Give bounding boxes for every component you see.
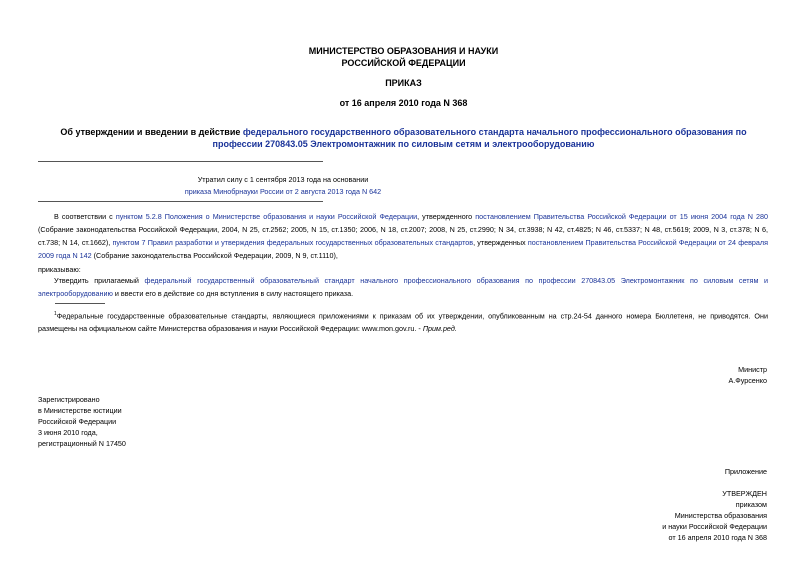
signature-position: Министр — [738, 365, 767, 374]
approval-line: и науки Российской Федерации — [662, 522, 767, 531]
approval-text-1: Утвердить прилагаемый — [54, 276, 145, 285]
standard-link-title-line1[interactable]: федерального государственного образовательного стандарта начального профессионального образования по — [242, 127, 747, 137]
registration-line: 3 июня 2010 года, — [38, 428, 98, 437]
approval-paragraph — [38, 274, 768, 300]
registration-line: Зарегистрировано — [38, 395, 100, 404]
preamble-text-1: В соответствии с — [54, 212, 116, 221]
resolution-142-link[interactable]: постановлением Правительства Российской Федерации от 24 февраля 2009 года N 142 — [38, 238, 769, 260]
registration-line: в Министерстве юстиции — [38, 406, 122, 415]
registration-line: регистрационный N 17450 — [38, 439, 126, 448]
ministry-line1: МИНИСТЕРСТВО ОБРАЗОВАНИЯ И НАУКИ — [308, 46, 499, 56]
standard-link-title-line2[interactable]: профессии 270843.05 Электромонтажник по силовым сетям и электрооборудованию — [212, 139, 595, 149]
document-date-number: от 16 апреля 2010 года N 368 — [339, 98, 468, 108]
approval-text-2: и ввести его в действие со дня вступления в силу настоящего приказа. — [112, 289, 354, 298]
approval-line: УТВЕРЖДЕН — [722, 489, 767, 498]
footnote-text: Федеральные государственные образовательные стандарты, являющиеся приложениями к приказам об их утверждении, опубликованным на стр.24-54 данного номера Бюллетеня, не приводятся. Они размещены на официальном сайте Министерства образования и науки Российской Федерации: www.mon.gov.ru. - — [38, 311, 768, 334]
registration-line: Российской Федерации — [38, 417, 117, 426]
preamble-text-3: (Собрание законодательства Российской Федерации, 2004, N 25, ст.2562; 2005, N 15, ст.1350; 2006, N 18, ст.2007; 2008, N 25, ст.2990; N 34, ст.3938; N 42, ст.4825; N 46, ст.5337; N 48, ст.5619; 2009, N 3, ст.378; N 6, ст.738; N 14, ст.1662), — [38, 225, 768, 247]
status-text: Утратил силу с 1 сентября 2013 года на основании — [197, 175, 369, 184]
signature-block — [728, 364, 767, 386]
registration-block — [38, 394, 126, 449]
title-prefix: Об утверждении и введении в действие — [60, 127, 243, 137]
status-block — [38, 174, 528, 198]
footnote-divider — [55, 303, 105, 304]
divider-top — [38, 161, 323, 162]
rules-item7-link[interactable]: пунктом 7 Правил разработки и утверждения федеральных государственных образовательных стандартов — [112, 238, 474, 247]
preamble-paragraph — [38, 210, 768, 262]
approval-stamp-block — [662, 488, 767, 543]
document-title — [0, 126, 807, 150]
resolution-280-link[interactable]: постановлением Правительства Российской Федерации от 15 июня 2004 года N 280 — [475, 212, 769, 221]
order-word: приказываю: — [38, 265, 81, 274]
preamble-text-5: (Собрание законодательства Российской Федерации, 2009, N 9, ст.1110), — [91, 251, 338, 260]
repeal-order-link[interactable]: приказа Минобрнауки России от 2 августа 2013 года N 642 — [184, 187, 382, 196]
document-type: ПРИКАЗ — [385, 78, 422, 88]
approval-line: от 16 апреля 2010 года N 368 — [668, 533, 767, 542]
preamble-text-4: , утвержденных — [473, 238, 528, 247]
footnote-mark: 1 — [54, 311, 57, 317]
standard-link-body[interactable]: федеральный государственный образовательный стандарт начального профессионального образования по профессии 270843.05 Электромонтажник по силовым сетям и электрооборудованию — [38, 276, 768, 298]
signature-name: А.Фурсенко — [728, 376, 767, 385]
ministry-line2: РОССИЙСКОЙ ФЕДЕРАЦИИ — [341, 58, 466, 68]
regulation-link[interactable]: пунктом 5.2.8 Положения о Министерстве образования и науки Российской Федерации — [115, 212, 418, 221]
approval-line: Министерства образования — [674, 511, 767, 520]
appendix-label: Приложение — [724, 467, 767, 476]
footnote — [38, 308, 768, 335]
editor-note: Прим.ред. — [422, 324, 457, 334]
approval-line: приказом — [735, 500, 767, 509]
divider-bottom — [38, 201, 323, 202]
preamble-text-2: , утвержденного — [417, 212, 476, 221]
